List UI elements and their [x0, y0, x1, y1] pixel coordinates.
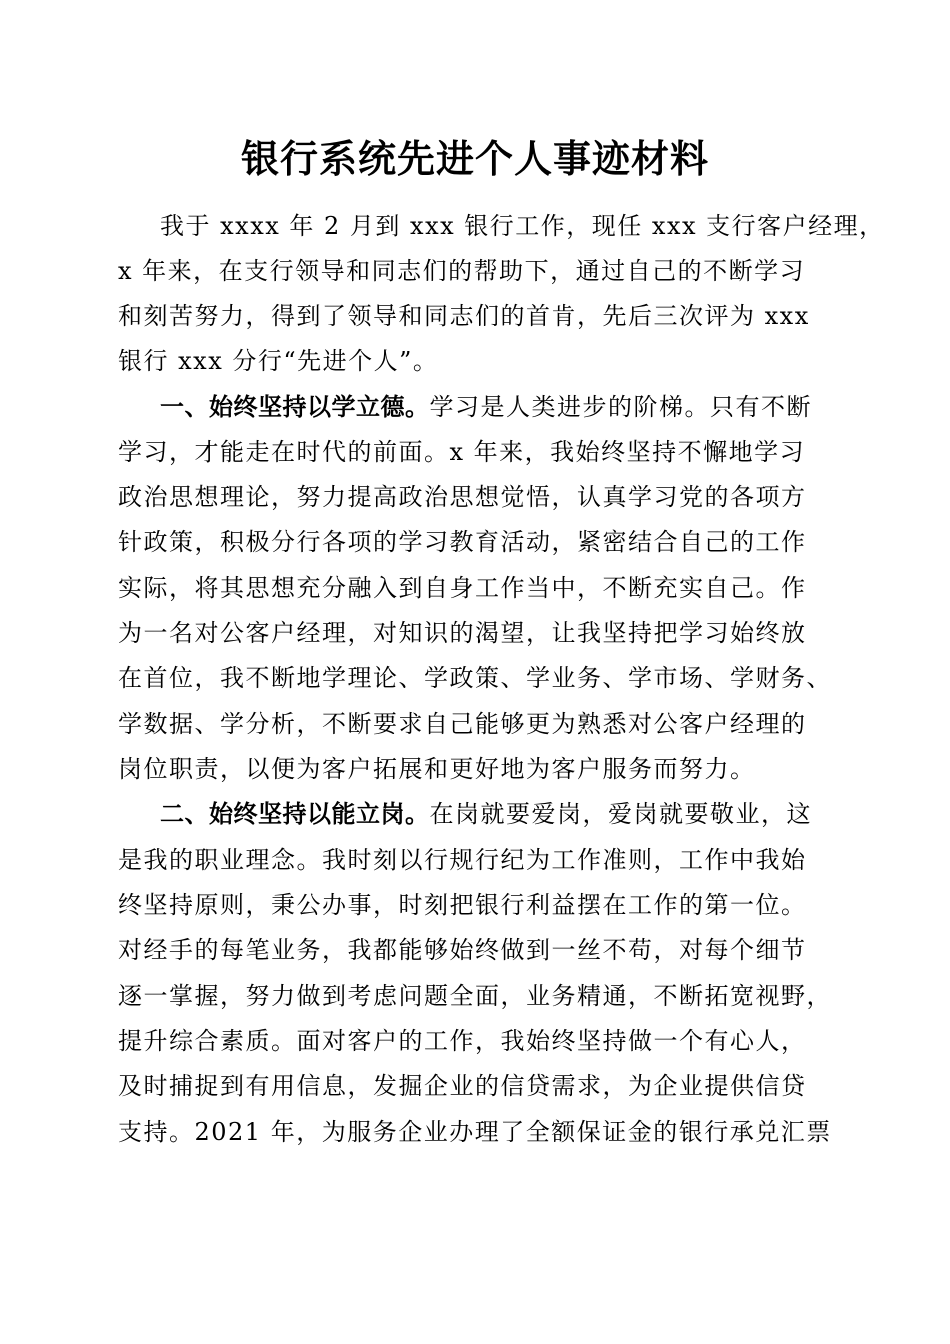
section1-line: 学习，才能走在时代的前面。x 年来，我始终坚持不懈地学习 [118, 438, 806, 466]
section2-first-text: 在岗就要爱岗，爱岗就要敬业，这 [429, 800, 812, 828]
section1-line: 政治思想理论，努力提高政治思想觉悟，认真学习党的各项方 [118, 483, 807, 511]
intro-line: 银行 xxx 分行“先进个人”。 [118, 347, 439, 375]
section2-line: 是我的职业理念。我时刻以行规行纪为工作准则，工作中我始 [118, 846, 807, 874]
section1-line: 实际，将其思想充分融入到自身工作当中，不断充实自己。作 [118, 574, 807, 602]
section2-line: 提升综合素质。面对客户的工作，我始终坚持做一个有心人， [118, 1027, 807, 1055]
section1-line: 学数据、学分析，不断要求自己能够更为熟悉对公客户经理的 [118, 710, 807, 738]
section2-line: 对经手的每笔业务，我都能够始终做到一丝不苟，对每个细节 [118, 936, 807, 964]
section1-first-text: 学习是人类进步的阶梯。只有不断 [429, 393, 812, 421]
section1-first-line [160, 392, 812, 422]
section2-line: 逐一掌握，努力做到考虑问题全面，业务精通，不断拓宽视野， [118, 982, 832, 1010]
section1-line: 为一名对公客户经理，对知识的渴望，让我坚持把学习始终放 [118, 619, 807, 647]
section1-line: 岗位职责，以便为客户拓展和更好地为客户服务而努力。 [118, 755, 756, 783]
intro-line: 我于 xxxx 年 2 月到 xxx 银行工作，现任 xxx 支行客户经理， [160, 212, 885, 240]
section2-line: 支持。2021 年，为服务企业办理了全额保证金的银行承兑汇票 [118, 1118, 832, 1146]
section1-line: 在首位，我不断地学理论、学政策、学业务、学市场、学财务、 [118, 664, 832, 692]
section2-heading: 二、始终坚持以能立岗。 [160, 800, 430, 828]
section2-first-line [160, 799, 812, 829]
document-title: 银行系统先进个人事迹材料 [240, 136, 709, 181]
section2-line: 及时捕捉到有用信息，发掘企业的信贷需求，为企业提供信贷 [118, 1072, 807, 1100]
intro-line: x 年来，在支行领导和同志们的帮助下，通过自己的不断学习 [118, 257, 806, 285]
section2-line: 终坚持原则，秉公办事，时刻把银行利益摆在工作的第一位。 [118, 891, 807, 919]
intro-line: 和刻苦努力，得到了领导和同志们的首肯，先后三次评为 xxx [118, 302, 810, 330]
section1-heading: 一、始终坚持以学立德。 [160, 393, 430, 421]
section1-line: 针政策，积极分行各项的学习教育活动，紧密结合自己的工作 [118, 528, 807, 556]
